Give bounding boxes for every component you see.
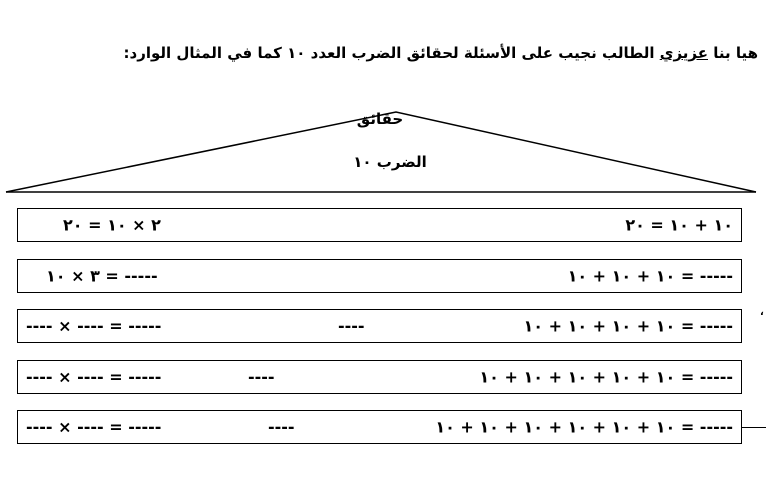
addition-expression: ١٠ + ١٠ + ١٠ + ١٠ = ----- bbox=[523, 316, 733, 336]
multiplication-expression: ٣ × ١٠ = ----- bbox=[46, 266, 158, 286]
fact-row-2 bbox=[17, 259, 742, 293]
margin-mark: ، bbox=[760, 307, 764, 318]
roof-title-line1: حقائق bbox=[356, 110, 404, 128]
multiplication-expression: ---- × ---- = ----- bbox=[26, 316, 162, 336]
multiplication-expression: ---- × ---- = ----- bbox=[26, 417, 162, 437]
fact-row-1 bbox=[17, 208, 742, 242]
margin-line bbox=[742, 427, 766, 428]
fact-row-5 bbox=[17, 410, 742, 444]
addition-expression: ١٠ + ١٠ + ١٠ + ١٠ + ١٠ = ----- bbox=[479, 367, 733, 387]
roof-title-line2: الضرب ١٠ bbox=[353, 153, 427, 171]
blank-line: ---- bbox=[268, 417, 295, 437]
multiplication-expression: ---- × ---- = ----- bbox=[26, 367, 162, 387]
addition-expression: ١٠ + ١٠ + ١٠ + ١٠ + ١٠ + ١٠ = ----- bbox=[435, 417, 733, 437]
addition-expression: ١٠ + ١٠ = ٢٠ bbox=[625, 215, 733, 235]
instruction-underlined-word: عزيزي bbox=[659, 44, 708, 62]
blank-line: ---- bbox=[248, 367, 275, 387]
fact-row-3 bbox=[17, 309, 742, 343]
instruction-part2: الطالب نجيب على الأسئلة لحقائق الضرب العدد ١٠ كما في المثال الوارد: bbox=[123, 44, 660, 62]
addition-expression: ١٠ + ١٠ + ١٠ = ----- bbox=[567, 266, 733, 286]
multiplication-expression: ٢ × ١٠ = ٢٠ bbox=[63, 215, 161, 235]
fact-row-4 bbox=[17, 360, 742, 394]
blank-line: ---- bbox=[338, 316, 365, 336]
instruction-part1: هيا بنا bbox=[708, 44, 758, 62]
